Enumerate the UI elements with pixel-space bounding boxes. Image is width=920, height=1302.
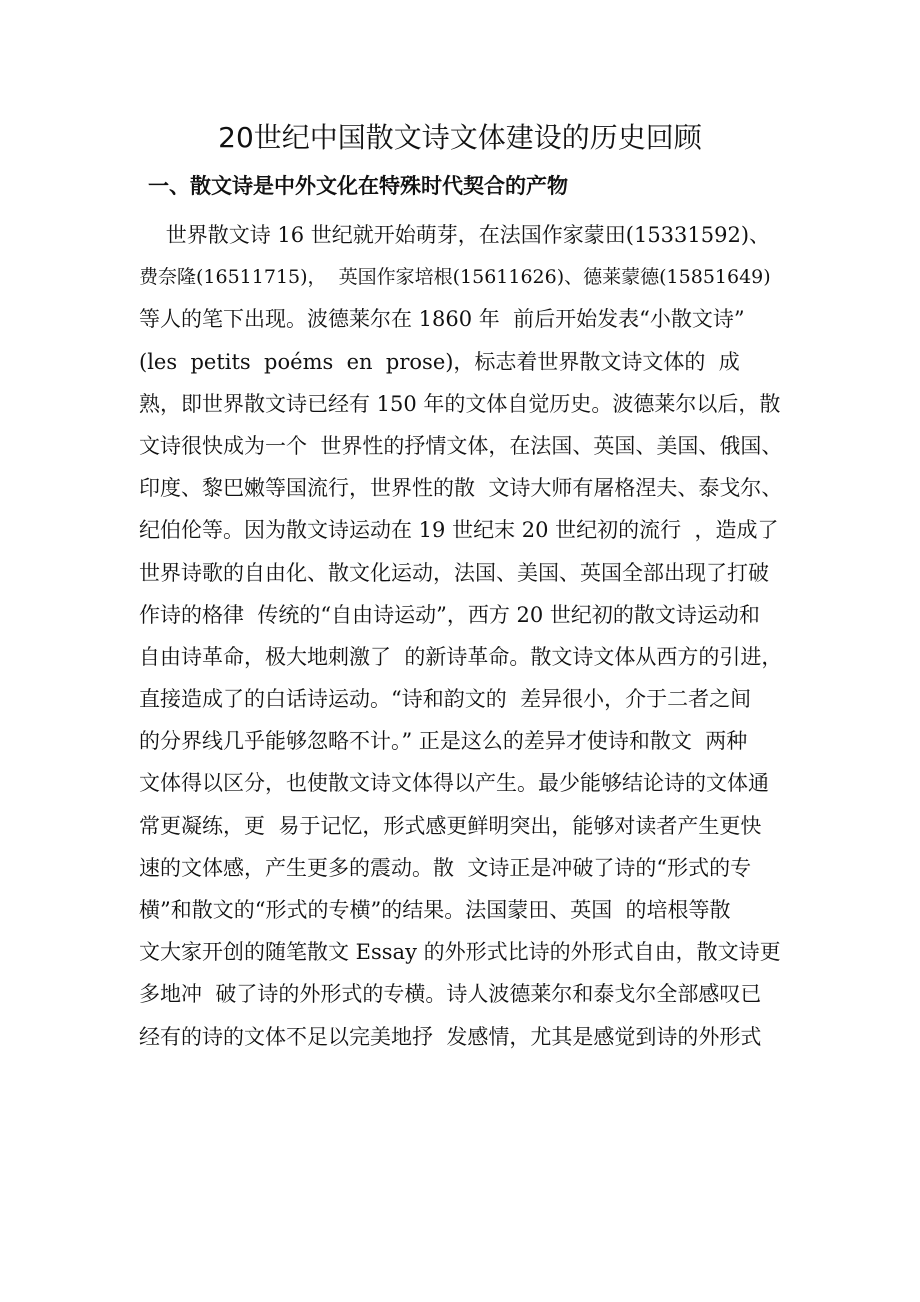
text-line: 自由诗革命，极大地刺激了 的新诗革命。散文诗文体从西方的引进， <box>139 644 783 669</box>
text-line: 纪伯伦等。因为散文诗运动在 19 世纪末 20 世纪初的流行 ，造成了 <box>139 518 779 543</box>
text-line: 印度、黎巴嫩等国流行，世界性的散 文诗大师有屠格涅夫、泰戈尔、 <box>139 476 783 501</box>
body-paragraph <box>139 214 784 1058</box>
text-line: 熟，即世界散文诗已经有 150 年的文体自觉历史。波德莱尔以后，散 <box>139 391 781 416</box>
text-line: 文体得以区分，也使散文诗文体得以产生。最少能够结论诗的文体通 <box>139 771 769 796</box>
text-line: 文大家开创的随笔散文 Essay 的外形式比诗的外形式自由，散文诗更 <box>139 940 781 965</box>
text-line: 多地冲 破了诗的外形式的专横。诗人波德莱尔和泰戈尔全部感叹已 <box>139 982 762 1007</box>
text-line: 等人的笔下出现。波德莱尔在 1860 年 前后开始发表“小散文诗” <box>139 307 745 332</box>
text-line: 世界诗歌的自由化、散文化运动，法国、美国、英国全部出现了打破 <box>139 560 769 585</box>
text-line: 的分界线几乎能够忽略不计。” 正是这么的差异才使诗和散文 两种 <box>139 729 748 754</box>
text-line: 费奈隆(16511715)， 英国作家培根(15611626)、德莱蒙德(15851649) <box>139 266 771 289</box>
text-line: 横”和散文的“形式的专横”的结果。法国蒙田、英国 的培根等散 <box>139 898 731 922</box>
text-line: 世界散文诗 16 世纪就开始萌芽，在法国作家蒙田(15331592)、 <box>139 223 771 247</box>
text-line: 常更凝练，更 易于记忆，形式感更鲜明突出，能够对读者产生更快 <box>139 813 762 838</box>
text-line: 直接造成了的白话诗运动。“诗和韵文的 差异很小，介于二者之间 <box>139 687 752 712</box>
text-line: 经有的诗的文体不足以完美地抒 发感情，尤其是感觉到诗的外形式 <box>139 1024 762 1049</box>
section-heading: 一、散文诗是中外文化在特殊时代契合的产物 <box>148 173 568 198</box>
document-title: 20世纪中国散文诗文体建设的历史回顾 <box>218 121 702 154</box>
text-line: 文诗很快成为一个 世界性的抒情文体，在法国、英国、美国、俄国、 <box>139 433 783 458</box>
text-line: 速的文体感，产生更多的震动。散 文诗正是冲破了诗的“形式的专 <box>139 855 752 880</box>
text-line: (les petits poéms en prose)，标志着世界散文诗文体的 成 <box>139 349 740 374</box>
text-line: 作诗的格律 传统的“自由诗运动”，西方 20 世纪初的散文诗运动和 <box>139 602 760 627</box>
